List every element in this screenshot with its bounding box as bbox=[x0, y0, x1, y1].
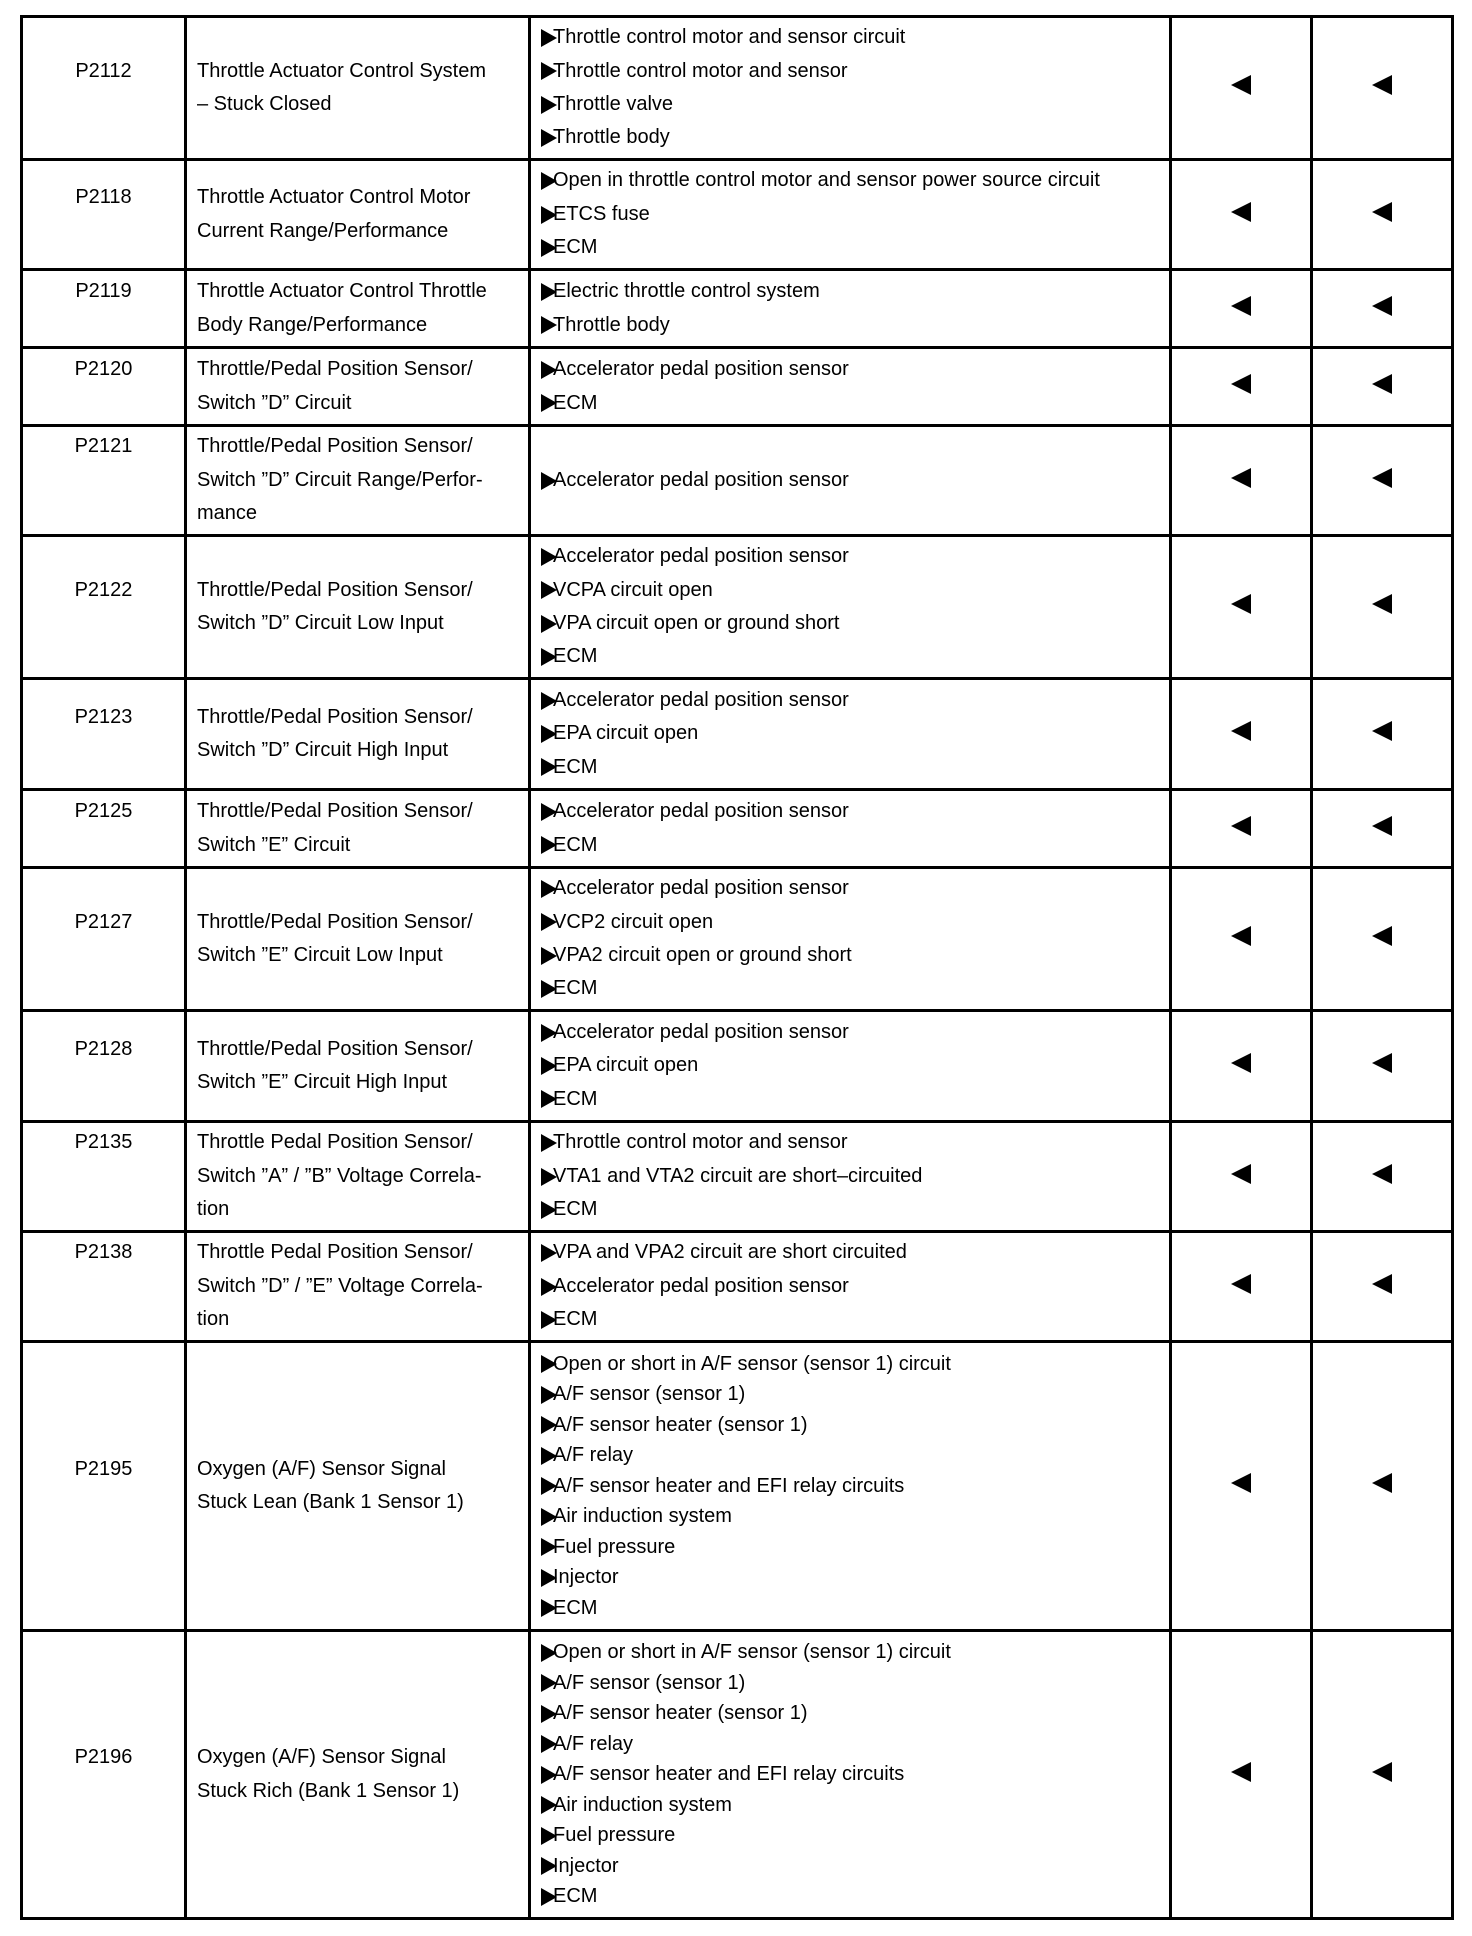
dtc-code: P2128 bbox=[74, 1037, 133, 1060]
dtc-code-cell bbox=[22, 679, 186, 790]
mark1-cell bbox=[1171, 868, 1312, 1011]
trouble-area-item: Open or short in A/F sensor (sensor 1) circuit bbox=[541, 1637, 1169, 1668]
detection-item-cell bbox=[186, 160, 530, 270]
detection-item-line: tion bbox=[197, 1198, 230, 1221]
detection-item-line: Body Range/Performance bbox=[197, 313, 428, 336]
detection-item-cell bbox=[186, 679, 530, 790]
dtc-code: P2127 bbox=[74, 910, 133, 933]
dtc-code: P2195 bbox=[74, 1457, 133, 1480]
detection-item-cell bbox=[186, 348, 530, 426]
mark1-cell bbox=[1171, 348, 1312, 426]
trouble-area-item: Throttle control motor and sensor circuit bbox=[541, 21, 1169, 54]
trouble-area-item: VCP2 circuit open bbox=[541, 906, 1169, 939]
mark2-cell bbox=[1312, 679, 1453, 790]
detection-item-line: Switch ”D” Circuit Low Input bbox=[197, 612, 444, 634]
detection-item-line: Switch ”D” Circuit Range/Perfor- bbox=[197, 468, 483, 491]
mark1-cell bbox=[1171, 270, 1312, 348]
detection-item-line: Switch ”E” Circuit Low Input bbox=[197, 944, 443, 966]
trouble-area-item: VCPA circuit open bbox=[541, 574, 1169, 607]
trouble-area-item: ECM bbox=[541, 231, 1169, 264]
triangle-marker-icon bbox=[1231, 468, 1251, 488]
dtc-code-cell bbox=[22, 1122, 186, 1232]
triangle-marker-icon bbox=[1372, 296, 1392, 316]
triangle-marker-icon bbox=[1372, 1473, 1392, 1493]
triangle-marker-icon bbox=[1372, 374, 1392, 394]
dtc-table bbox=[20, 15, 1454, 1920]
detection-item-cell bbox=[186, 17, 530, 160]
trouble-area-item: A/F sensor (sensor 1) bbox=[541, 1668, 1169, 1699]
triangle-marker-icon bbox=[1231, 1053, 1251, 1073]
trouble-area-item: Open in throttle control motor and sensor power source circuit bbox=[541, 164, 1169, 197]
detection-item-line: Stuck Lean (Bank 1 Sensor 1) bbox=[197, 1491, 464, 1513]
mark1-cell bbox=[1171, 160, 1312, 270]
triangle-marker-icon bbox=[1372, 1164, 1392, 1184]
triangle-marker-icon bbox=[1372, 1053, 1392, 1073]
mark2-cell bbox=[1312, 1122, 1453, 1232]
trouble-area-cell bbox=[530, 679, 1171, 790]
detection-item-line: Throttle/Pedal Position Sensor/ bbox=[197, 800, 473, 823]
detection-item-line: mance bbox=[197, 502, 258, 525]
triangle-marker-icon bbox=[1372, 926, 1392, 946]
detection-item-line: Throttle/Pedal Position Sensor/ bbox=[197, 910, 473, 933]
trouble-area-item: VPA circuit open or ground short bbox=[541, 607, 1169, 640]
triangle-marker-icon bbox=[1372, 75, 1392, 95]
trouble-area-cell bbox=[530, 17, 1171, 160]
table-row bbox=[22, 17, 1453, 160]
mark2-cell bbox=[1312, 868, 1453, 1011]
dtc-code: P2138 bbox=[74, 1241, 133, 1264]
triangle-marker-icon bbox=[1231, 1473, 1251, 1493]
trouble-area-cell bbox=[530, 536, 1171, 679]
trouble-area-cell bbox=[530, 160, 1171, 270]
trouble-area-item: Air induction system bbox=[541, 1501, 1169, 1532]
mark1-cell bbox=[1171, 536, 1312, 679]
dtc-code: P2121 bbox=[74, 435, 133, 458]
detection-item-cell bbox=[186, 1631, 530, 1919]
table-row bbox=[22, 426, 1453, 536]
trouble-area-item: A/F sensor (sensor 1) bbox=[541, 1379, 1169, 1410]
dtc-code-cell bbox=[22, 17, 186, 160]
triangle-marker-icon bbox=[1231, 1164, 1251, 1184]
mark1-cell bbox=[1171, 17, 1312, 160]
table-row bbox=[22, 348, 1453, 426]
detection-item-line: Switch ”E” Circuit bbox=[197, 833, 351, 856]
trouble-area-item: Electric throttle control system bbox=[541, 275, 1169, 308]
trouble-area-item: Throttle valve bbox=[541, 88, 1169, 121]
table-row bbox=[22, 160, 1453, 270]
trouble-area-item: Accelerator pedal position sensor bbox=[541, 353, 1169, 386]
trouble-area-item: ECM bbox=[541, 640, 1169, 673]
table-row bbox=[22, 679, 1453, 790]
detection-item-line: Throttle/Pedal Position Sensor/ bbox=[197, 1037, 473, 1060]
trouble-area-item: ECM bbox=[541, 1083, 1169, 1116]
mark1-cell bbox=[1171, 1232, 1312, 1342]
trouble-area-item: EPA circuit open bbox=[541, 717, 1169, 750]
detection-item-line: Throttle/Pedal Position Sensor/ bbox=[197, 435, 473, 458]
trouble-area-item: EPA circuit open bbox=[541, 1049, 1169, 1082]
trouble-area-item: A/F sensor heater (sensor 1) bbox=[541, 1410, 1169, 1441]
trouble-area-item: Injector bbox=[541, 1851, 1169, 1882]
detection-item-line: Oxygen (A/F) Sensor Signal bbox=[197, 1457, 446, 1480]
detection-item-cell bbox=[186, 1342, 530, 1631]
detection-item-line: Throttle/Pedal Position Sensor/ bbox=[197, 578, 473, 601]
trouble-area-item: Accelerator pedal position sensor bbox=[541, 540, 1169, 573]
trouble-area-item: ECM bbox=[541, 1193, 1169, 1226]
trouble-area-item: A/F relay bbox=[541, 1729, 1169, 1760]
triangle-marker-icon bbox=[1231, 374, 1251, 394]
detection-item-line: – Stuck Closed bbox=[197, 93, 332, 115]
detection-item-line: Current Range/Performance bbox=[197, 219, 449, 242]
triangle-marker-icon bbox=[1372, 468, 1392, 488]
trouble-area-item: Accelerator pedal position sensor bbox=[541, 464, 1169, 497]
dtc-code: P2196 bbox=[74, 1746, 133, 1769]
table-row bbox=[22, 1342, 1453, 1631]
detection-item-line: Switch ”D” / ”E” Voltage Correla- bbox=[197, 1274, 483, 1297]
triangle-marker-icon bbox=[1231, 594, 1251, 614]
trouble-area-item: Throttle body bbox=[541, 309, 1169, 342]
trouble-area-item: ECM bbox=[541, 1593, 1169, 1624]
mark1-cell bbox=[1171, 1342, 1312, 1631]
dtc-code: P2119 bbox=[75, 280, 132, 303]
detection-item-line: Switch ”E” Circuit High Input bbox=[197, 1071, 448, 1093]
dtc-code: P2123 bbox=[74, 705, 133, 728]
table-row bbox=[22, 1232, 1453, 1342]
detection-item-line: Throttle Pedal Position Sensor/ bbox=[197, 1131, 473, 1154]
detection-item-line: Throttle Actuator Control System bbox=[197, 59, 487, 82]
trouble-area-item: Accelerator pedal position sensor bbox=[541, 795, 1169, 828]
triangle-marker-icon bbox=[1231, 1762, 1251, 1782]
detection-item-line: Switch ”D” Circuit bbox=[197, 391, 352, 414]
triangle-marker-icon bbox=[1372, 202, 1392, 222]
mark1-cell bbox=[1171, 1011, 1312, 1122]
triangle-marker-icon bbox=[1231, 721, 1251, 741]
detection-item-line: Throttle Actuator Control Motor bbox=[197, 186, 471, 209]
detection-item-line: Switch ”D” Circuit High Input bbox=[197, 739, 449, 761]
trouble-area-item: Fuel pressure bbox=[541, 1532, 1169, 1563]
mark2-cell bbox=[1312, 790, 1453, 868]
detection-item-line: Throttle/Pedal Position Sensor/ bbox=[197, 705, 473, 728]
table-row bbox=[22, 868, 1453, 1011]
table-row bbox=[22, 1631, 1453, 1919]
mark2-cell bbox=[1312, 1232, 1453, 1342]
trouble-area-item: Throttle body bbox=[541, 121, 1169, 154]
detection-item-cell bbox=[186, 1232, 530, 1342]
table-row bbox=[22, 1122, 1453, 1232]
triangle-marker-icon bbox=[1231, 816, 1251, 836]
mark2-cell bbox=[1312, 1342, 1453, 1631]
trouble-area-item: ETCS fuse bbox=[541, 198, 1169, 231]
trouble-area-item: Accelerator pedal position sensor bbox=[541, 1016, 1169, 1049]
detection-item-line: Oxygen (A/F) Sensor Signal bbox=[197, 1746, 446, 1769]
trouble-area-item: VTA1 and VTA2 circuit are short–circuited bbox=[541, 1160, 1169, 1193]
dtc-code-cell bbox=[22, 790, 186, 868]
detection-item-cell bbox=[186, 868, 530, 1011]
triangle-marker-icon bbox=[1231, 75, 1251, 95]
trouble-area-item: Accelerator pedal position sensor bbox=[541, 684, 1169, 717]
trouble-area-item: ECM bbox=[541, 387, 1169, 420]
trouble-area-item: A/F relay bbox=[541, 1440, 1169, 1471]
triangle-marker-icon bbox=[1231, 296, 1251, 316]
trouble-area-item: Fuel pressure bbox=[541, 1820, 1169, 1851]
mark2-cell bbox=[1312, 160, 1453, 270]
dtc-code: P2120 bbox=[74, 358, 133, 381]
mark2-cell bbox=[1312, 536, 1453, 679]
dtc-code-cell bbox=[22, 1631, 186, 1919]
detection-item-cell bbox=[186, 426, 530, 536]
trouble-area-item: A/F sensor heater and EFI relay circuits bbox=[541, 1759, 1169, 1790]
trouble-area-cell bbox=[530, 1631, 1171, 1919]
detection-item-cell bbox=[186, 536, 530, 679]
dtc-code-cell bbox=[22, 1342, 186, 1631]
mark1-cell bbox=[1171, 426, 1312, 536]
trouble-area-cell bbox=[530, 1342, 1171, 1631]
trouble-area-item: Air induction system bbox=[541, 1790, 1169, 1821]
triangle-marker-icon bbox=[1231, 926, 1251, 946]
mark2-cell bbox=[1312, 17, 1453, 160]
detection-item-line: Switch ”A” / ”B” Voltage Correla- bbox=[197, 1164, 482, 1187]
dtc-code-cell bbox=[22, 1011, 186, 1122]
trouble-area-cell bbox=[530, 426, 1171, 536]
triangle-marker-icon bbox=[1231, 202, 1251, 222]
triangle-marker-icon bbox=[1231, 1274, 1251, 1294]
dtc-code-cell bbox=[22, 426, 186, 536]
detection-item-cell bbox=[186, 270, 530, 348]
trouble-area-item: Accelerator pedal position sensor bbox=[541, 872, 1169, 905]
mark2-cell bbox=[1312, 270, 1453, 348]
trouble-area-item: ECM bbox=[541, 972, 1169, 1005]
trouble-area-item: A/F sensor heater and EFI relay circuits bbox=[541, 1471, 1169, 1502]
detection-item-cell bbox=[186, 1011, 530, 1122]
trouble-area-item: ECM bbox=[541, 829, 1169, 862]
mark2-cell bbox=[1312, 348, 1453, 426]
trouble-area-item: Accelerator pedal position sensor bbox=[541, 1270, 1169, 1303]
trouble-area-item: Throttle control motor and sensor bbox=[541, 55, 1169, 88]
triangle-marker-icon bbox=[1372, 721, 1392, 741]
trouble-area-cell bbox=[530, 1122, 1171, 1232]
trouble-area-item: Open or short in A/F sensor (sensor 1) circuit bbox=[541, 1349, 1169, 1380]
trouble-area-item: ECM bbox=[541, 1303, 1169, 1336]
triangle-marker-icon bbox=[1372, 594, 1392, 614]
detection-item-line: Throttle Actuator Control Throttle bbox=[197, 280, 487, 303]
dtc-code-cell bbox=[22, 160, 186, 270]
trouble-area-item: VPA2 circuit open or ground short bbox=[541, 939, 1169, 972]
detection-item-line: Throttle Pedal Position Sensor/ bbox=[197, 1241, 473, 1264]
trouble-area-item: ECM bbox=[541, 1881, 1169, 1912]
dtc-code: P2118 bbox=[75, 186, 132, 209]
table-row bbox=[22, 270, 1453, 348]
dtc-table-body bbox=[22, 17, 1453, 1919]
table-row bbox=[22, 790, 1453, 868]
trouble-area-cell bbox=[530, 348, 1171, 426]
detection-item-line: Throttle/Pedal Position Sensor/ bbox=[197, 358, 473, 381]
dtc-code-cell bbox=[22, 1232, 186, 1342]
dtc-code-cell bbox=[22, 868, 186, 1011]
detection-item-cell bbox=[186, 1122, 530, 1232]
detection-item-line: Stuck Rich (Bank 1 Sensor 1) bbox=[197, 1779, 460, 1802]
triangle-marker-icon bbox=[1372, 1762, 1392, 1782]
trouble-area-item: A/F sensor heater (sensor 1) bbox=[541, 1698, 1169, 1729]
trouble-area-cell bbox=[530, 790, 1171, 868]
trouble-area-item: VPA and VPA2 circuit are short circuited bbox=[541, 1236, 1169, 1269]
trouble-area-item: ECM bbox=[541, 751, 1169, 784]
trouble-area-cell bbox=[530, 868, 1171, 1011]
trouble-area-cell bbox=[530, 1232, 1171, 1342]
triangle-marker-icon bbox=[1372, 1274, 1392, 1294]
table-row bbox=[22, 1011, 1453, 1122]
mark1-cell bbox=[1171, 1631, 1312, 1919]
mark2-cell bbox=[1312, 1011, 1453, 1122]
trouble-area-item: Throttle control motor and sensor bbox=[541, 1126, 1169, 1159]
mark1-cell bbox=[1171, 790, 1312, 868]
table-row bbox=[22, 536, 1453, 679]
dtc-code-cell bbox=[22, 536, 186, 679]
dtc-code-cell bbox=[22, 270, 186, 348]
dtc-code-cell bbox=[22, 348, 186, 426]
mark1-cell bbox=[1171, 1122, 1312, 1232]
trouble-area-cell bbox=[530, 1011, 1171, 1122]
dtc-code: P2122 bbox=[74, 578, 133, 601]
mark1-cell bbox=[1171, 679, 1312, 790]
trouble-area-cell bbox=[530, 270, 1171, 348]
dtc-code: P2125 bbox=[74, 800, 133, 823]
detection-item-cell bbox=[186, 790, 530, 868]
triangle-marker-icon bbox=[1372, 816, 1392, 836]
dtc-code: P2135 bbox=[74, 1131, 133, 1154]
dtc-code: P2112 bbox=[75, 59, 132, 82]
mark2-cell bbox=[1312, 1631, 1453, 1919]
detection-item-line: tion bbox=[197, 1308, 230, 1331]
mark2-cell bbox=[1312, 426, 1453, 536]
trouble-area-item: Injector bbox=[541, 1562, 1169, 1593]
